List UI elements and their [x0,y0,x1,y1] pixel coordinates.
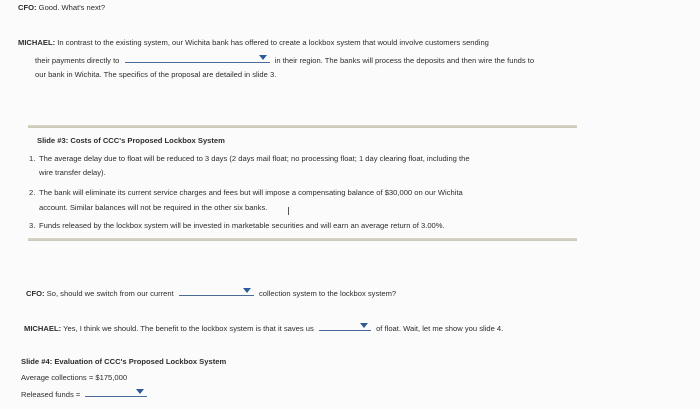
michael-line-1 [18,38,489,47]
dialogue-text: in their region. The banks will process the deposits and then wire the funds to [274,56,535,65]
slide-3-item-1-cont: wire transfer delay). [39,168,106,177]
slide-3-item-2: 2. The bank will eliminate its current service charges and fees but will impose a compensating balance of $30,000 on our Wichita [29,188,463,197]
michael-line-1b [35,54,534,65]
chevron-down-icon [243,288,251,293]
dialogue-text: of float. Wait, let me show you slide 4. [376,324,504,333]
speaker-cfo: CFO: [26,289,45,298]
dialogue-text: our bank in Wichita. The specifics of the proposal are detailed in slide 3. [35,70,277,79]
released-funds-row [21,388,147,399]
slide-4-title: Slide #4: Evaluation of CCC's Proposed Lockbox System [21,357,227,366]
slide-3-title: Slide #3: Costs of CCC's Proposed Lockbox System [37,136,225,145]
speaker-cfo: CFO: [18,3,37,12]
speaker-michael: MICHAEL: [18,38,56,47]
chevron-down-icon [259,55,267,60]
divider-bottom [28,238,577,241]
released-funds-dropdown[interactable] [85,388,147,397]
dialogue-text: collection system to the lockbox system? [258,289,397,298]
average-collections-label: Average collections = [21,373,96,382]
text-cursor-icon [288,207,289,215]
chevron-down-icon [360,323,368,328]
released-funds-label: Released funds = [21,390,81,399]
average-collections-row [21,373,127,382]
divider-top [28,125,577,128]
slide-3-item-1: 1. The average delay due to float will be reduced to 3 days (2 days mail float; no processing float; 1 day clearing float, including the [29,154,470,163]
cfo-line-1 [18,3,105,12]
cfo-line-2 [26,287,396,298]
current-collection-dropdown[interactable] [179,287,254,296]
dialogue-text: Good. What's next? [36,3,106,12]
average-collections-value: $175,000 [95,373,128,382]
dialogue-text: their payments directly to [35,56,120,65]
dialogue-text: So, should we switch from our current [44,289,174,298]
slide-3-item-3: 3. Funds released by the lockbox system will be invested in marketable securities and will earn an average return of 3.00%. [29,221,445,230]
float-savings-dropdown[interactable] [319,322,371,331]
dialogue-text: Yes, I think we should. The benefit to the lockbox system is that it saves us [61,324,314,333]
payments-destination-dropdown[interactable] [125,54,270,63]
speaker-michael: MICHAEL: [24,324,62,333]
dialogue-text: In contrast to the existing system, our Wichita bank has offered to create a lockbox system that would involve customers sending [55,38,489,47]
michael-line-2 [24,322,503,333]
michael-line-1c [35,70,276,79]
chevron-down-icon [136,389,144,394]
slide-3-item-2-cont: account. Similar balances will not be required in the other six banks. [39,203,268,212]
